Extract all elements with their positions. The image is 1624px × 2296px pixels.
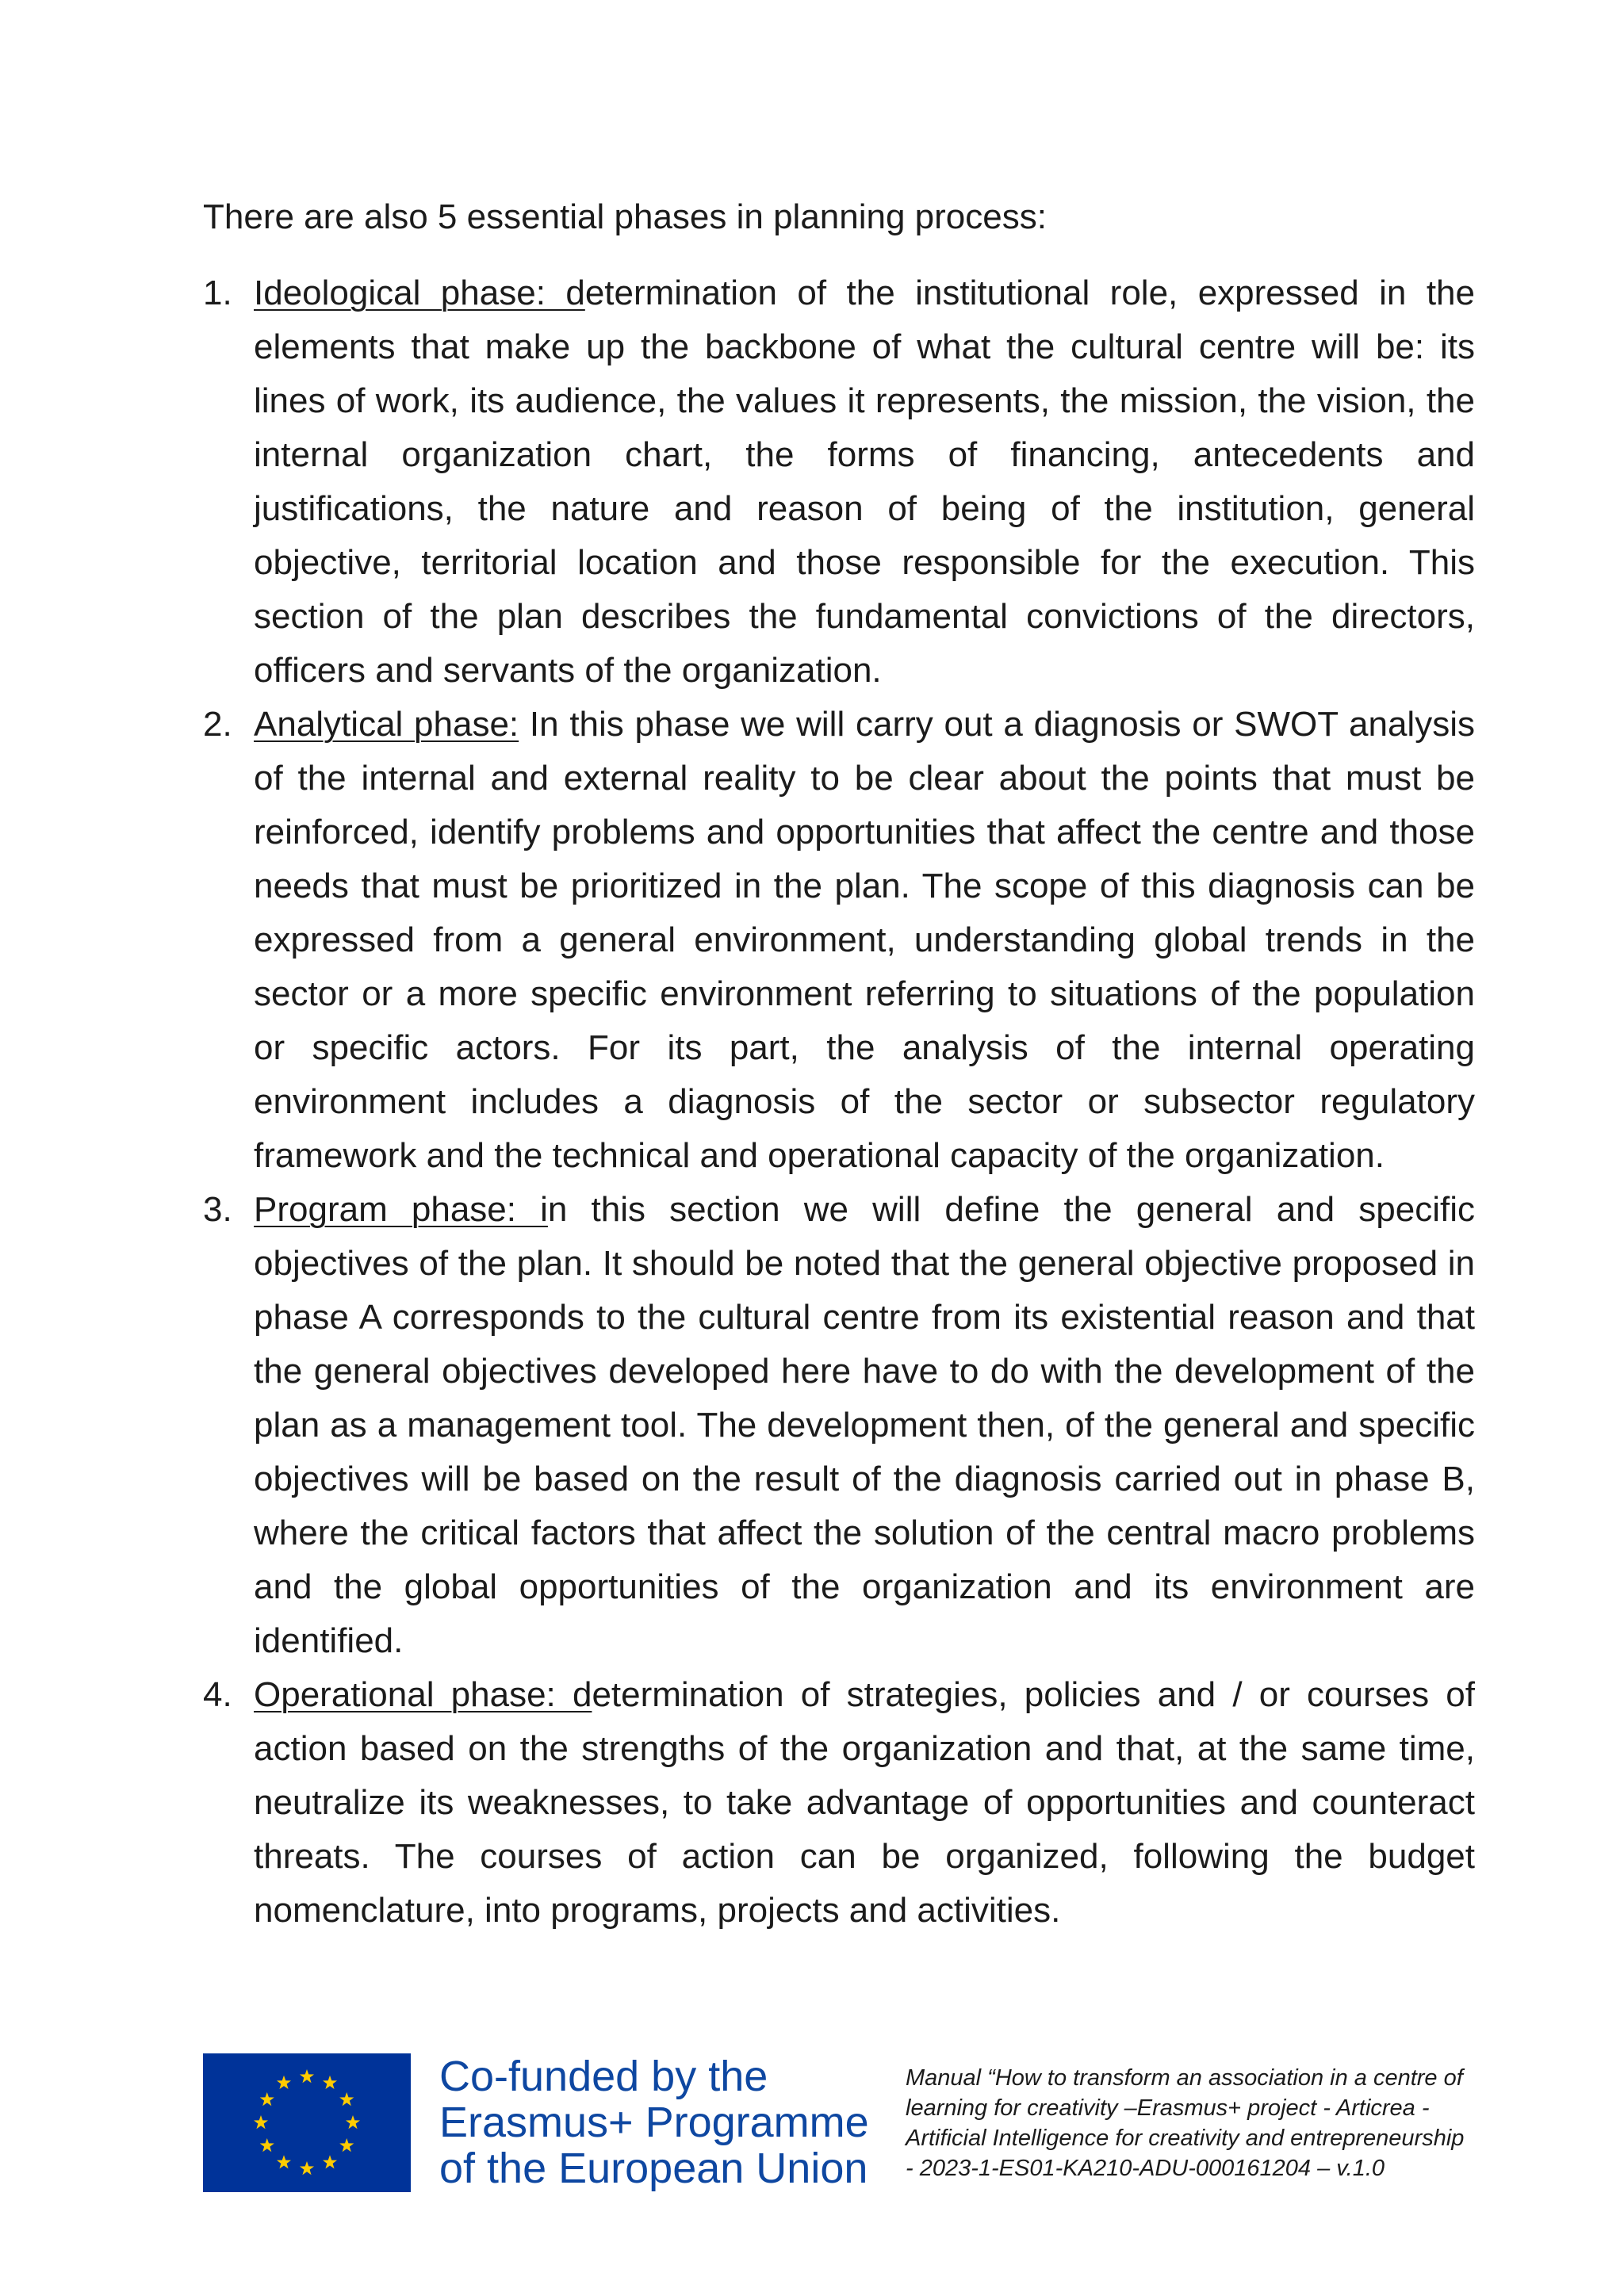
list-item [203, 266, 1475, 698]
footer [203, 2053, 1475, 2204]
list-item-number: 2. [203, 705, 232, 744]
list-item [203, 698, 1475, 1183]
eu-flag-graphic [203, 2053, 411, 2192]
cofund-line: of the European Union [439, 2145, 868, 2192]
eu-flag-icon [203, 2053, 411, 2192]
list-item [203, 1668, 1475, 1938]
cofund-text [439, 2053, 869, 2191]
phase-text: etermination of strategies, policies and / or courses of action based on the strengths of the organization and that, at the same time, neutralize its weaknesses, to take advantage of opportunities and counteract threats. The courses of action can be organized, following the budget nomenclature, into programs, projects and activities. [254, 1675, 1475, 1930]
cofund-line: Co-funded by the [439, 2053, 768, 2100]
phase-label: Ideological phase: d [254, 274, 585, 312]
list-item-number: 4. [203, 1675, 232, 1714]
intro-text: There are also 5 essential phases in planning process: [203, 197, 1047, 236]
cofund-line: Erasmus+ Programme [439, 2099, 869, 2146]
list-item-number: 3. [203, 1190, 232, 1229]
page-content [203, 190, 1475, 1938]
phases-list [203, 266, 1475, 1938]
manual-reference: Manual “How to transform an association in a centre of learning for creativity –Erasmus+ project - Articrea - Artificial Intelligence for creativity and entrepreneurship - 2023-1-ES01-KA210-ADU-000161204 – v.1.0 [906, 2065, 1465, 2181]
phase-text: In this phase we will carry out a diagnosis or SWOT analysis of the internal and external reality to be clear about the points that must be reinforced, identify problems and opportunities that affect the centre and those needs that must be prioritized in the plan. The scope of this diagnosis can be expressed from a general environment, understanding global trends in the sector or a more specific environment referring to situations of the population or specific actors. For its part, the analysis of the internal operating environment includes a diagnosis of the sector or subsector regulatory framework and the technical and operational capacity of the organization. [254, 705, 1475, 1175]
phase-label: Analytical phase: [254, 705, 519, 744]
phase-text: n this section we will define the general and specific objectives of the plan. It should be noted that the general objective proposed in phase A corresponds to the cultural centre from its existential reason and that the general objectives developed here have to do with the development of the plan as a management tool. The development then, of the general and specific objectives will be based on the result of the diagnosis carried out in phase B, where the critical factors that affect the solution of the central macro problems and the global opportunities of the organization and its environment are identified. [254, 1190, 1475, 1660]
phase-text: etermination of the institutional role, expressed in the elements that make up the backbone of what the cultural centre will be: its lines of work, its audience, the values it represents, the mission, the vision, the internal organization chart, the forms of financing, antecedents and justifications, the nature and reason of being of the institution, general objective, territorial location and those responsible for the execution. This section of the plan describes the fundamental convictions of the directors, officers and servants of the organization. [254, 274, 1476, 690]
list-item-number: 1. [203, 274, 232, 312]
phase-label: Operational phase: d [254, 1675, 592, 1714]
list-item [203, 1183, 1475, 1668]
phase-label: Program phase: i [254, 1190, 548, 1229]
